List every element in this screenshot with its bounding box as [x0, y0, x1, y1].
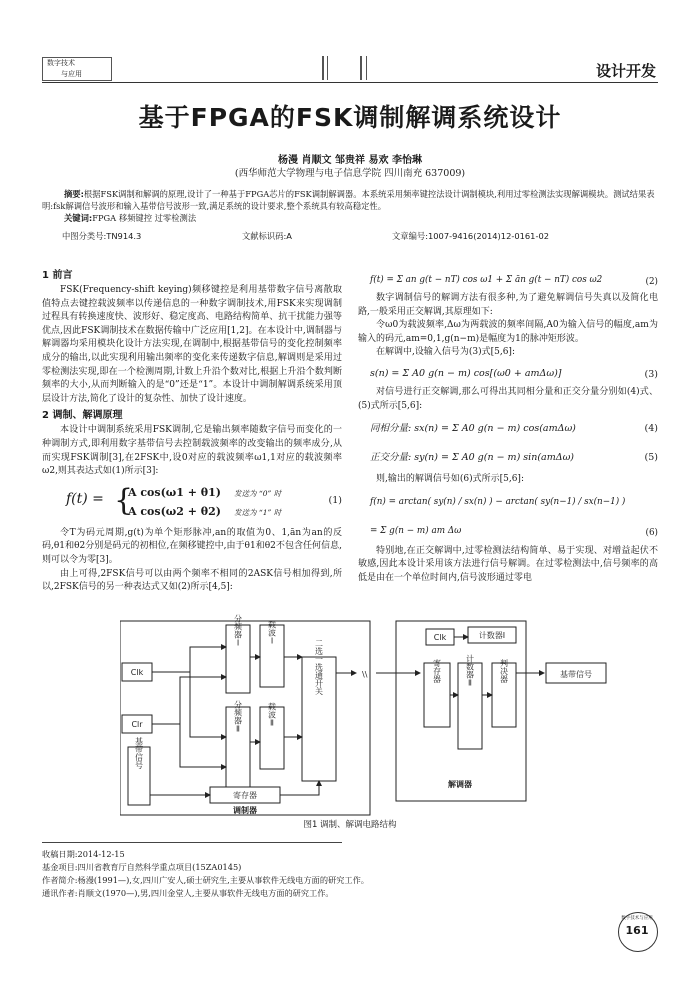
equation-2: [358, 268, 658, 292]
eq1-top-note: 发送为 “0” 时: [234, 488, 282, 498]
equation-4: [358, 413, 658, 443]
journal-name-line1: 数字技术: [47, 59, 75, 67]
clk2-label: Clk: [433, 633, 447, 642]
eq6-line1: f(n) = arctan( sy(n) / sx(n) ) − arctan( sy(n−1) / sx(n−1) ): [370, 496, 626, 507]
carrier-2-label: 载波Ⅱ: [267, 702, 277, 728]
right-paragraph-6: 特别地,在正交解调中,过零检测法结构简单、易于实现、对增益起伏不敏感,因此本设计采用该方法进行信号解调。在过零检测法中,信号频率的高低是由在一个单位时间内,信号波形通过零电: [358, 545, 658, 583]
section-2-paragraph-2: 令T为码元周期,g(t)为单个矩形脉冲,an的取值为0、1,ān为an的反码,θ1和θ2分别是码元的初相位,在频移键控中,由于θ1和θ2不包含任何信息,则可以令为零[3]。: [42, 527, 342, 565]
wire-clk-div2: [190, 672, 226, 737]
section-2-title: 2 调制、解调原理: [42, 410, 123, 422]
abstract: [42, 188, 658, 212]
paper-title: 基于FPGA的FSK调制解调系统设计: [138, 103, 562, 132]
counter1-label: 计数器Ⅰ: [478, 631, 506, 640]
article-number: 文章编号:1007-9416(2014)12-0161-02: [392, 231, 550, 241]
clr-label: Clr: [131, 720, 143, 729]
eq6-number: (6): [645, 527, 658, 538]
eq2-text: f(t) = Σ an g(t − nT) cos ω1 + Σ ān g(t − nT) cos ω2: [370, 275, 603, 285]
equation-1: f(t) = { A cos(ω1 + θ1) 发送为 “0” 时 A cos(ω2 + θ2) 发送为 “1” 时 (1): [66, 482, 342, 518]
wire-clr-div2: [180, 724, 226, 767]
abstract-block: [42, 188, 658, 224]
footnote-corresponding: 通讯作者:肖顺文(1970—),男,四川金堂人,主要从事软件无线电方面的研究工作。: [42, 888, 334, 898]
eq3-number: (3): [644, 368, 658, 380]
right-paragraph-3: 在解调中,设输入信号为(3)式[5,6]:: [376, 347, 515, 358]
counter2-label: 计数器Ⅱ: [465, 654, 475, 688]
affiliation: (西华师范大学物理与电子信息学院 四川南充 637009): [234, 168, 466, 179]
right-paragraph-5: 则,输出的解调信号如(6)式所示[5,6]:: [376, 474, 524, 485]
document-code: 文献标识码:A: [242, 231, 292, 241]
eq3-text: s(n) = Σ A0 g(n − m) cos[(ω0 + amΔω)]: [370, 367, 562, 379]
eq1-top: A cos(ω1 + θ1): [128, 485, 221, 499]
keywords-text: FPGA 移频键控 过零检测法: [92, 213, 197, 223]
eq4-text: 同相分量: sx(n) = Σ A0 g(n − m) cos(amΔω): [370, 423, 576, 435]
eq5-text: 正交分量: sy(n) = Σ A0 g(n − m) sin(amΔω): [370, 452, 575, 464]
eq1-bottom-note: 发送为 “1” 时: [234, 507, 282, 517]
carrier-1-label: 载波Ⅰ: [267, 620, 277, 646]
eq1-number: (1): [328, 494, 342, 506]
right-column: [358, 268, 658, 586]
footnote-author: 作者简介:杨漫(1991—),女,四川广安人,硕士研究生,主要从事软件无线电方面的研究工作。: [42, 875, 369, 885]
abstract-label: 摘要:: [64, 189, 84, 199]
clc-number: 中图分类号:TN914.3: [62, 231, 142, 241]
journal-name-line2: 与应用: [61, 70, 82, 78]
page-seal-text: 数字技术与应用: [621, 916, 653, 921]
mux-label: 二选一选通开关: [314, 639, 324, 695]
header-rule: [42, 82, 658, 83]
section-label: 设计开发: [595, 62, 656, 80]
footnote-fund: 基金项目:四川省教育厅自然科学重点项目(15ZA0145): [42, 862, 242, 872]
modulator-label: 调制器: [233, 806, 257, 815]
section-1-paragraph: FSK(Frequency-shift keying)频移键控是利用基带数字信号离散取值特点去键控载波频率以传递信息的一种数字调制技术,用FSK来实现调制过程具有转换速度快、波形好、稳定度高、电路结构简单、抗干扰能力强等优点,因此FSK调制技术在数据传输中广泛应用[1,2]。在本设计中,调制器与解调器均采用模块化设计方法实现,在调制中,根据基带信号的变化控制频率成分的输出,以此实现利用输出频率的变化来传递数字信息,解调则是采用过零检测法实现,即在一个检测周期,计数上升沿个数对比,根据上升沿个数判断频率的大小,从而判断输入的是“0”还是“1”。本设计中调制解调系统采用顶层设计方法,简化了设计的复杂性、加快了设计速度。: [42, 285, 342, 404]
wire-register-mux: [280, 781, 319, 795]
channel-slash: \\: [362, 670, 368, 679]
eq2-number: (2): [645, 277, 658, 287]
authors: 杨漫 肖顺文 邹贵祥 易欢 李怡琳: [278, 155, 422, 166]
wire-clr-div1: [152, 677, 226, 724]
baseband-out-label: 基带信号: [560, 670, 592, 679]
right-paragraph-2: 令ω0为载波频率,Δω为两载波的频率间隔,A0为输入信号的幅度,am为输入的码元,am=0,1,g(n−m)是幅度为1的脉冲矩形波。: [358, 320, 658, 344]
right-paragraph-4: 对信号进行正交解调,那么可得出其同相分量和正交分量分别如(4)式、(5)式所示[5,6]:: [358, 386, 658, 411]
footnote-rule: [42, 842, 342, 843]
header-bars: [322, 56, 368, 80]
eq5-number: (5): [644, 452, 658, 464]
footnotes: [42, 848, 369, 900]
section-2-paragraph-3: 由上可得,2FSK信号可以由两个频率不相同的2ASK信号相加得到,所以,2FSK信号的另一种表达式又如(2)所示[4,5]:: [42, 568, 342, 593]
keywords: [42, 212, 658, 224]
eq6-line2: = Σ g(n − m) am Δω: [370, 525, 462, 536]
footnote-received: 收稿日期:2014-12-15: [42, 849, 125, 859]
section-1-title: 1 前言: [42, 270, 73, 281]
judge-label: 判决器: [499, 659, 509, 683]
divider-1-label: 分频器Ⅰ: [233, 614, 243, 648]
figure-caption: 图1 调制、解调电路结构: [303, 820, 397, 830]
section-2-paragraph-1: 本设计中调制系统采用FSK调制,它是输出频率随数字信号而变化的一种调制方式,即利用数字基带信号去控制载波频率的改变输出的频率成分,从而实现FSK调制[3],在2FSK中,设0对应的载波频率ω1,1对应的载波频率ω2,则其表达式如(1)所示[3]:: [42, 425, 342, 477]
right-paragraph-1: 数字调制信号的解调方法有很多种,为了避免解调信号失真以及简化电路,一般采用正交解调,其原理如下:: [358, 293, 658, 317]
clk-label: Clk: [130, 668, 144, 677]
journal-logo: [42, 57, 112, 81]
keywords-label: 关键词:: [64, 213, 93, 223]
divider-2-label: 分频器Ⅱ: [233, 700, 243, 734]
abstract-text: 根据FSK调制和解调的原理,设计了一种基于FPGA芯片的FSK调制解调器。本系统采用频率键控法设计调制模块,利用过零检测法实现解调模块。测试结果表明:fsk解调信号波形和输入基带信号波形一致,满足系统的设计要求,整个系统具有较高稳定性。: [42, 189, 655, 211]
mod-register-label: 寄存器: [233, 791, 257, 800]
page-number: 161: [625, 924, 649, 937]
equation-5: [358, 443, 658, 473]
demod-register-label: 寄存器: [432, 659, 442, 683]
equation-3: [358, 360, 658, 386]
demodulator-label: 解调器: [448, 780, 472, 789]
eq4-number: (4): [644, 423, 658, 435]
equation-6: [358, 487, 658, 545]
left-column: [42, 268, 342, 595]
baseband-in-label: 基带信号: [134, 737, 144, 769]
circuit-diagram: [120, 607, 680, 817]
wire-clk-div1: [152, 647, 226, 672]
eq1-bottom: A cos(ω2 + θ2): [128, 504, 221, 518]
